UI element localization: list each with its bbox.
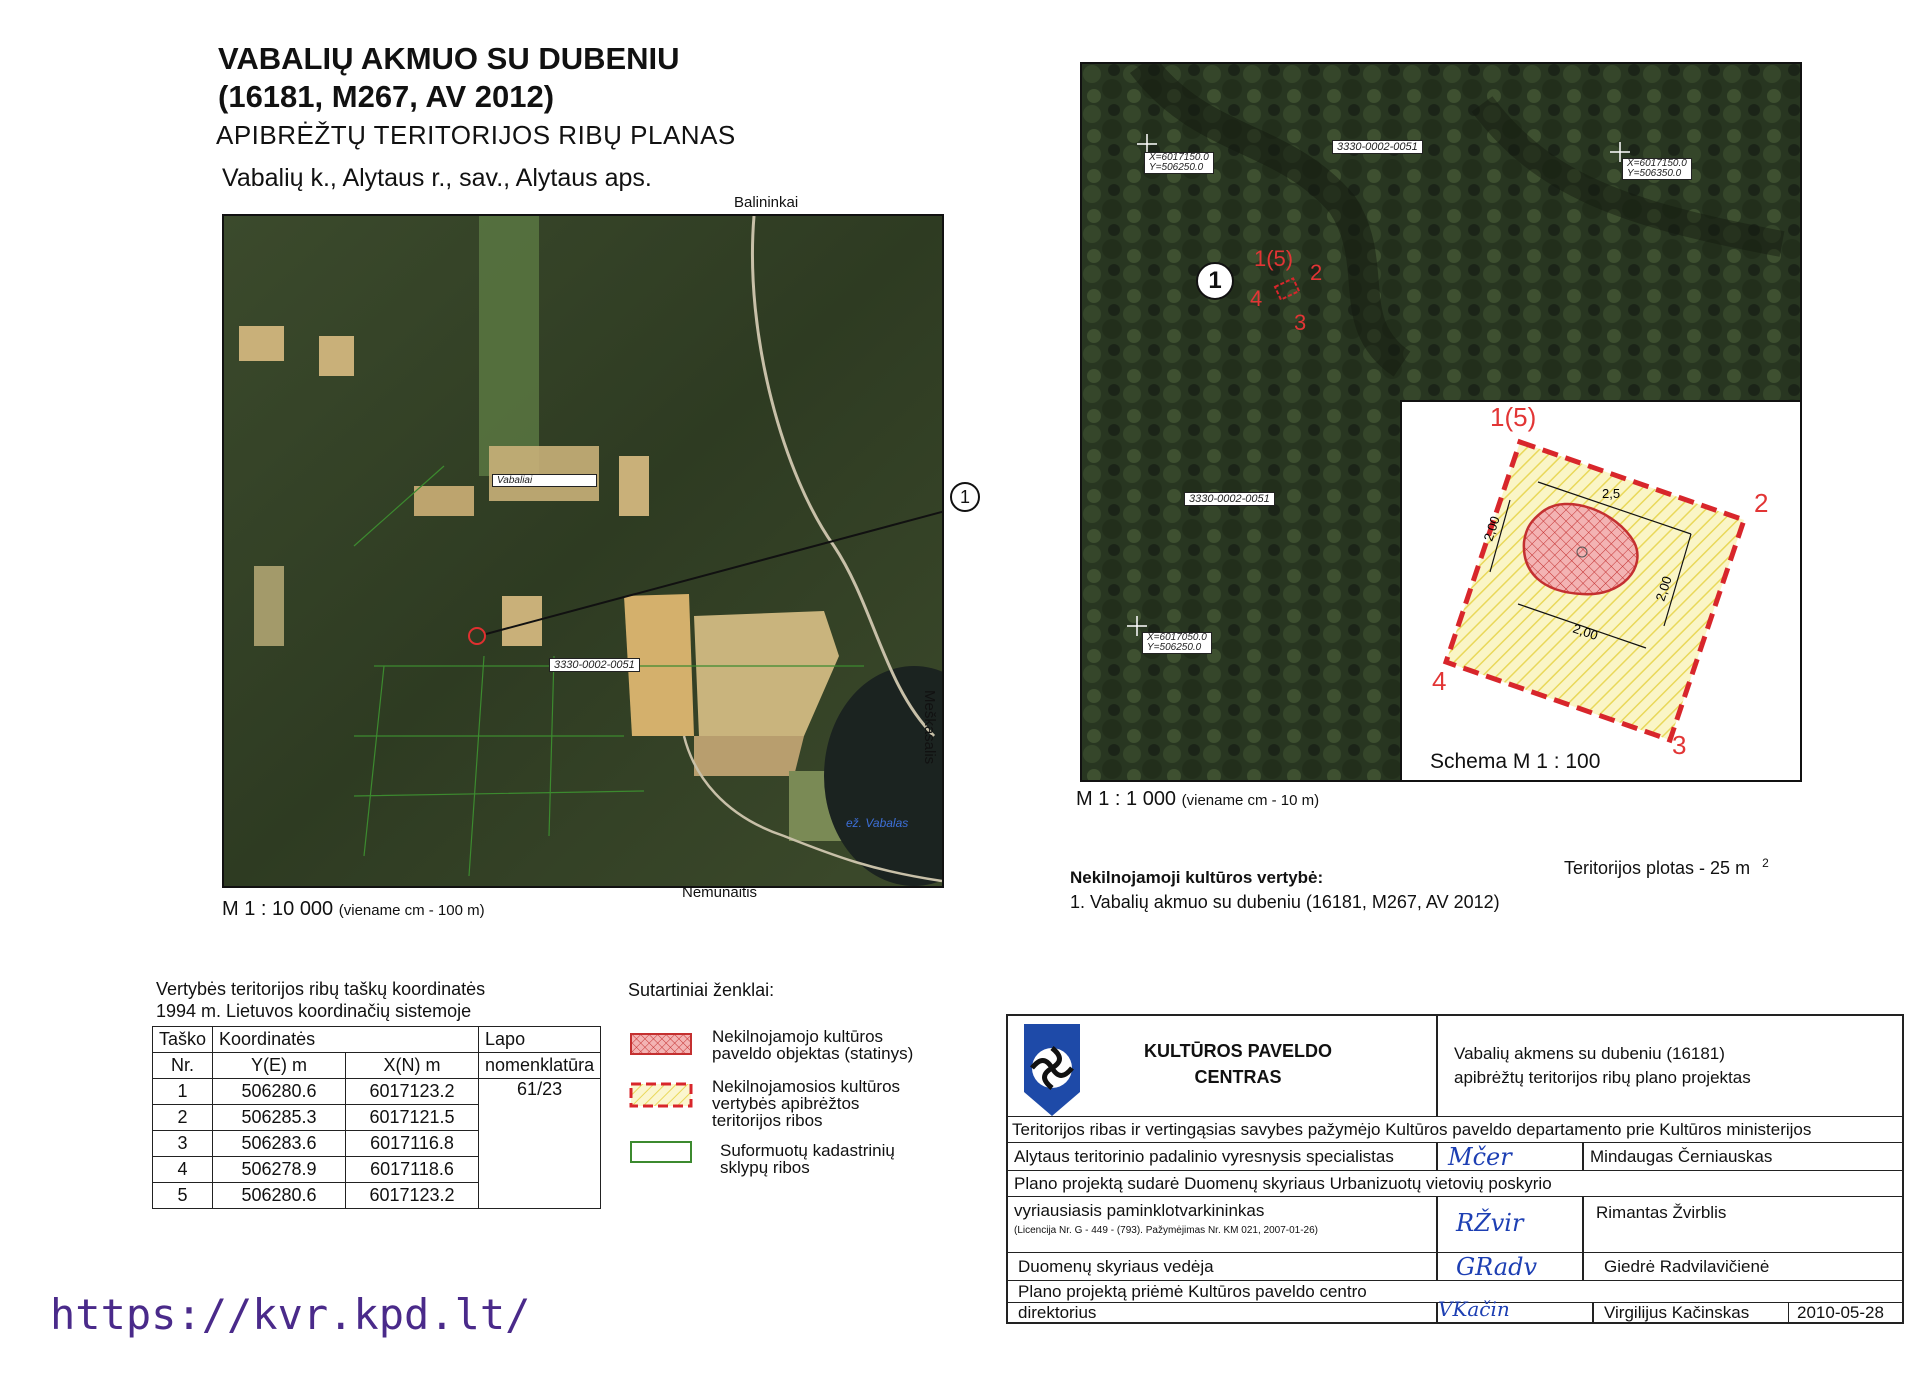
org-name: KULTŪROS PAVELDO CENTRAS xyxy=(1144,1041,1332,1087)
heritage-item: 1. Vabalių akmuo su dubeniu (16181, M267, AV 2012) xyxy=(1070,892,1500,912)
table-row: 2 506285.3 6017121.5 xyxy=(153,1105,601,1131)
north-label: Balininkai xyxy=(734,194,799,211)
col-x: X(N) m xyxy=(346,1053,479,1079)
col-coords: Koordinatės xyxy=(213,1027,479,1053)
legend-symbols xyxy=(628,1030,698,1170)
overview-map xyxy=(222,214,944,888)
stamp-row-1: Teritorijos ribas ir vertingąsias savybes pažymėjo Kultūros paveldo departamento prie Kultūros ministerijos xyxy=(1008,1116,1902,1143)
overview-callout-marker: 1 xyxy=(950,482,980,512)
stamp-row-7: direktorius VKačin Virgilijus Kačinskas 2010-05-28 xyxy=(1008,1302,1902,1323)
detail-parcel-label-bottom: 3330-0002-0051 xyxy=(1184,492,1275,506)
detail-point-4: 4 xyxy=(1250,286,1263,311)
name-7: Virgilijus Kačinskas xyxy=(1604,1303,1750,1322)
stamp-row-3: Plano projektą sudarė Duomenų skyriaus Urbanizuotų vietovių poskyrio xyxy=(1008,1170,1902,1197)
schema-dim-top: 2,5 xyxy=(1602,486,1621,501)
col-y: Y(E) m xyxy=(213,1053,346,1079)
detail-point-2: 2 xyxy=(1310,260,1323,285)
signature-5: GRadv xyxy=(1456,1253,1538,1281)
schema-dim-right: 2,00 xyxy=(1652,574,1675,603)
stamp-row-6: Plano projektą priėmė Kultūros paveldo centro xyxy=(1008,1280,1902,1303)
detail-scale-value: M 1 : 1 000 xyxy=(1076,788,1177,810)
kpc-logo-icon xyxy=(1022,1022,1082,1118)
col-sheet: Lapo xyxy=(479,1027,601,1053)
table-row: 3 506283.6 6017116.8 xyxy=(153,1131,601,1157)
legend-symbol-object xyxy=(631,1034,691,1054)
table-row: 5 506280.6 6017123.2 xyxy=(153,1183,601,1209)
name-5: Giedrė Radvilavičienė xyxy=(1604,1257,1770,1276)
legend-item-boundary: Nekilnojamosios kultūros vertybės apibrėžtos teritorijos ribos xyxy=(712,1077,901,1130)
legend-item-object: Nekilnojamojo kultūros paveldo objektas (statinys) xyxy=(712,1027,914,1063)
overview-scale xyxy=(222,898,485,921)
legend-item-parcel: Suformuotų kadastrinių sklypų ribos xyxy=(720,1141,895,1177)
title-block xyxy=(1006,1014,1904,1324)
stamp-row-2: Alytaus teritorinio padalinio vyresnysis specialistas Mčer Mindaugas Černiauskas xyxy=(1008,1142,1902,1171)
legend-symbol-parcel xyxy=(631,1142,691,1162)
detail-point-1: 1(5) xyxy=(1254,246,1294,271)
south-label: Nemunaitis xyxy=(682,884,758,901)
stamp-row-4: vyriausiasis paminklotvarkininkas (Licencija Nr. G - 449 - (793). Pažymėjimas Nr. KM 021, 2007-01-26) RŽvir Rimantas Žvirblis xyxy=(1008,1196,1902,1253)
schema-dim-left: 2,00 xyxy=(1480,514,1503,543)
coord-label-top-left: X=6017150.0 Y=506250.0 xyxy=(1144,152,1214,174)
detail-parcel-label-top: 3330-0002-0051 xyxy=(1332,140,1423,154)
detail-map xyxy=(1080,62,1802,782)
col-point: Taško xyxy=(153,1027,213,1053)
name-4: Rimantas Žvirblis xyxy=(1596,1203,1727,1222)
title-line-1: VABALIŲ AKMUO SU DUBENIU xyxy=(218,41,680,76)
area-unit-sup: 2 xyxy=(1762,856,1769,870)
schema-inset xyxy=(1400,400,1800,782)
title-line-2: (16181, M267, AV 2012) xyxy=(218,79,555,114)
document-subtitle: APIBRĖŽTŲ TERITORIJOS RIBŲ PLANAS xyxy=(216,120,736,150)
table-row: 4 506278.9 6017118.6 xyxy=(153,1157,601,1183)
overview-parcel-label: 3330-0002-0051 xyxy=(549,658,640,672)
coord-label-top-right: X=6017150.0 Y=506350.0 xyxy=(1622,158,1692,180)
source-url[interactable]: https://kvr.kpd.lt/ xyxy=(50,1290,531,1339)
document-title xyxy=(218,40,680,116)
detail-scale xyxy=(1076,788,1319,811)
legend-symbol-boundary xyxy=(631,1084,691,1106)
signature-7: VKačin xyxy=(1438,1297,1510,1321)
location-text: Vabalių k., Alytaus r., sav., Alytaus aps. xyxy=(222,164,652,192)
detail-scale-note: (viename cm - 10 m) xyxy=(1181,792,1320,809)
name-2: Mindaugas Černiauskas xyxy=(1590,1147,1773,1166)
coord-label-bottom-left: X=6017050.0 Y=506250.0 xyxy=(1142,632,1212,654)
approval-date: 2010-05-28 xyxy=(1788,1303,1884,1323)
village-label: Vabaliai xyxy=(492,474,597,487)
sheet-value: 61/23 xyxy=(479,1079,601,1209)
col-sheet-2: nomenklatūra xyxy=(479,1053,601,1079)
schema-dim-bottom: 2,00 xyxy=(1571,620,1600,644)
schema-point-4: 4 xyxy=(1432,666,1447,696)
schema-point-2: 2 xyxy=(1754,488,1769,518)
coordinates-table xyxy=(152,1026,601,1209)
detail-object-marker: 1 xyxy=(1196,262,1234,300)
schema-title: Schema M 1 : 100 xyxy=(1430,750,1601,773)
overview-scale-note: (viename cm - 100 m) xyxy=(338,902,485,919)
detail-point-3: 3 xyxy=(1294,310,1307,335)
overview-scale-value: M 1 : 10 000 xyxy=(222,898,334,920)
lake-label: ež. Vabalas xyxy=(846,816,909,830)
kpc-logo xyxy=(1022,1022,1082,1118)
east-label: Meškasalis xyxy=(921,690,938,765)
schema-drawing xyxy=(1402,402,1800,782)
heritage-heading: Nekilnojamoji kultūros vertybė: xyxy=(1070,868,1324,887)
schema-point-1: 1(5) xyxy=(1490,402,1537,432)
legend-title: Sutartiniai ženklai: xyxy=(628,980,775,1000)
project-name: Vabalių akmens su dubeniu (16181) apibrėžtų teritorijos ribų plano projektas xyxy=(1454,1044,1751,1087)
col-nr: Nr. xyxy=(153,1053,213,1079)
signature-2: Mčer xyxy=(1448,1143,1512,1171)
coords-caption: Vertybės teritorijos ribų taškų koordinatės 1994 m. Lietuvos koordinačių sistemoje xyxy=(156,979,486,1021)
overview-map-image xyxy=(224,216,942,886)
signature-4: RŽvir xyxy=(1456,1209,1524,1237)
area-label: Teritorijos plotas - 25 m $^2$ xyxy=(1564,856,1769,878)
schema-point-3: 3 xyxy=(1672,730,1687,760)
stamp-row-5: Duomenų skyriaus vedėja GRadv Giedrė Radvilavičienė xyxy=(1008,1252,1902,1281)
table-row: 1 506280.6 6017123.2 61/23 xyxy=(153,1079,601,1105)
